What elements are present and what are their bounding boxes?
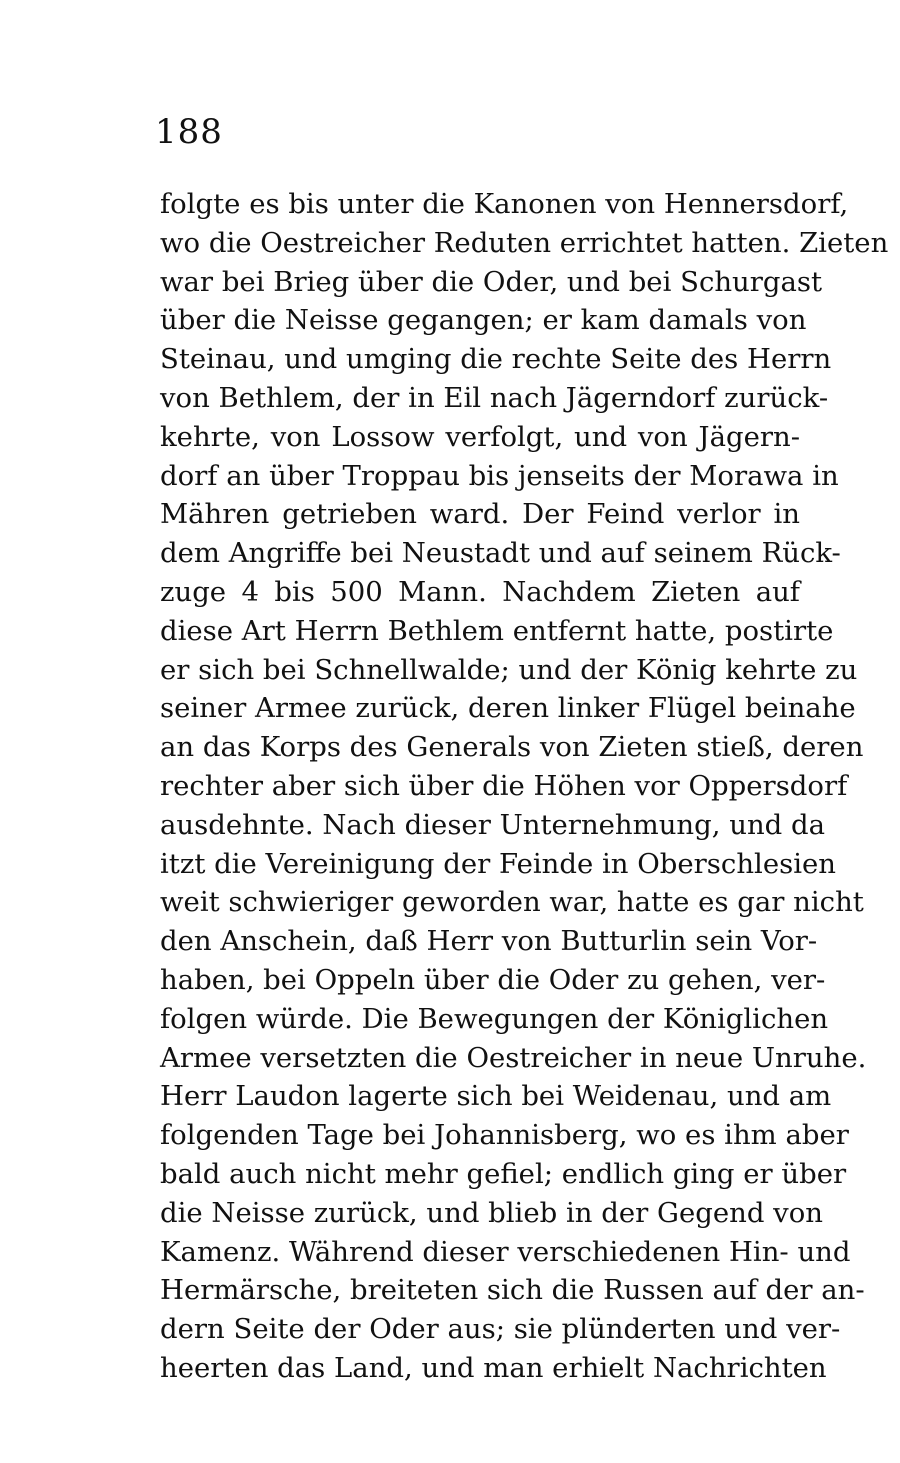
text-line: Armee versetzten die Oestreicher in neue Unruhe. [160,1041,867,1074]
text-line: an das Korps des Generals von Zieten stieß, deren [160,731,864,764]
text-line: über die Neisse gegangen; er kam damals von [160,304,807,337]
text-line: war bei Brieg über die Oder, und bei Schurgast [160,265,823,298]
text-line: folgte es bis unter die Kanonen von Hennersdorf, [160,188,849,220]
text-line: kehrte, von Lossow verfolgt, und von Jägern- [160,420,800,453]
text-line: Kamenz. Während dieser verschiedenen Hin- und [160,1235,851,1268]
text-line: den Anschein, daß Herr von Butturlin sein Vor- [160,925,818,958]
text-line: seiner Armee zurück, deren linker Flügel beinahe [160,692,856,725]
text-line: rechter aber sich über die Höhen vor Oppersdorf [160,769,848,802]
text-line: folgen würde. Die Bewegungen der Königlichen [160,1002,829,1035]
text-line: haben, bei Oppeln über die Oder zu gehen, ver- [160,963,826,996]
text-line: bald auch nicht mehr gefiel; endlich ging er über [160,1157,847,1190]
text-line: itzt die Vereinigung der Feinde in Oberschlesien [160,847,836,880]
body-text [160,185,889,1388]
text-line: ausdehnte. Nach dieser Unternehmung, und da [160,808,825,841]
text-line: Hermärsche, breiteten sich die Russen auf der an- [160,1274,865,1307]
page-number: 188 [155,112,223,152]
text-line: dorf an über Troppau bis jenseits der Morawa in [160,459,839,492]
text-line: die Neisse zurück, und blieb in der Gegend von [160,1196,823,1229]
text-line: folgenden Tage bei Johannisberg, wo es ihm aber [160,1119,849,1152]
text-line: er sich bei Schnellwalde; und der König kehrte zu [160,653,858,686]
text-line: von Bethlem, der in Eil nach Jägerndorf zurück- [160,381,829,414]
text-line: Herr Laudon lagerte sich bei Weidenau, und am [160,1080,832,1113]
text-line: wo die Oestreicher Reduten errichtet hatten. Zieten [160,226,889,259]
text-line: Steinau, und umging die rechte Seite des Herrn [160,343,832,376]
text-line: dem Angriffe bei Neustadt und auf seinem Rück- [160,537,841,570]
text-line: zuge 4 bis 500 Mann. Nachdem Zieten auf [160,575,800,608]
text-line: weit schwieriger geworden war, hatte es gar nicht [160,886,864,919]
text-line: diese Art Herrn Bethlem entfernt hatte, postirte [160,614,834,647]
text-line: heerten das Land, und man erhielt Nachrichten [160,1351,827,1384]
text-line: dern Seite der Oder aus; sie plünderten und ver- [160,1313,841,1346]
text-line: Mähren getrieben ward. Der Feind verlor in [160,498,800,531]
